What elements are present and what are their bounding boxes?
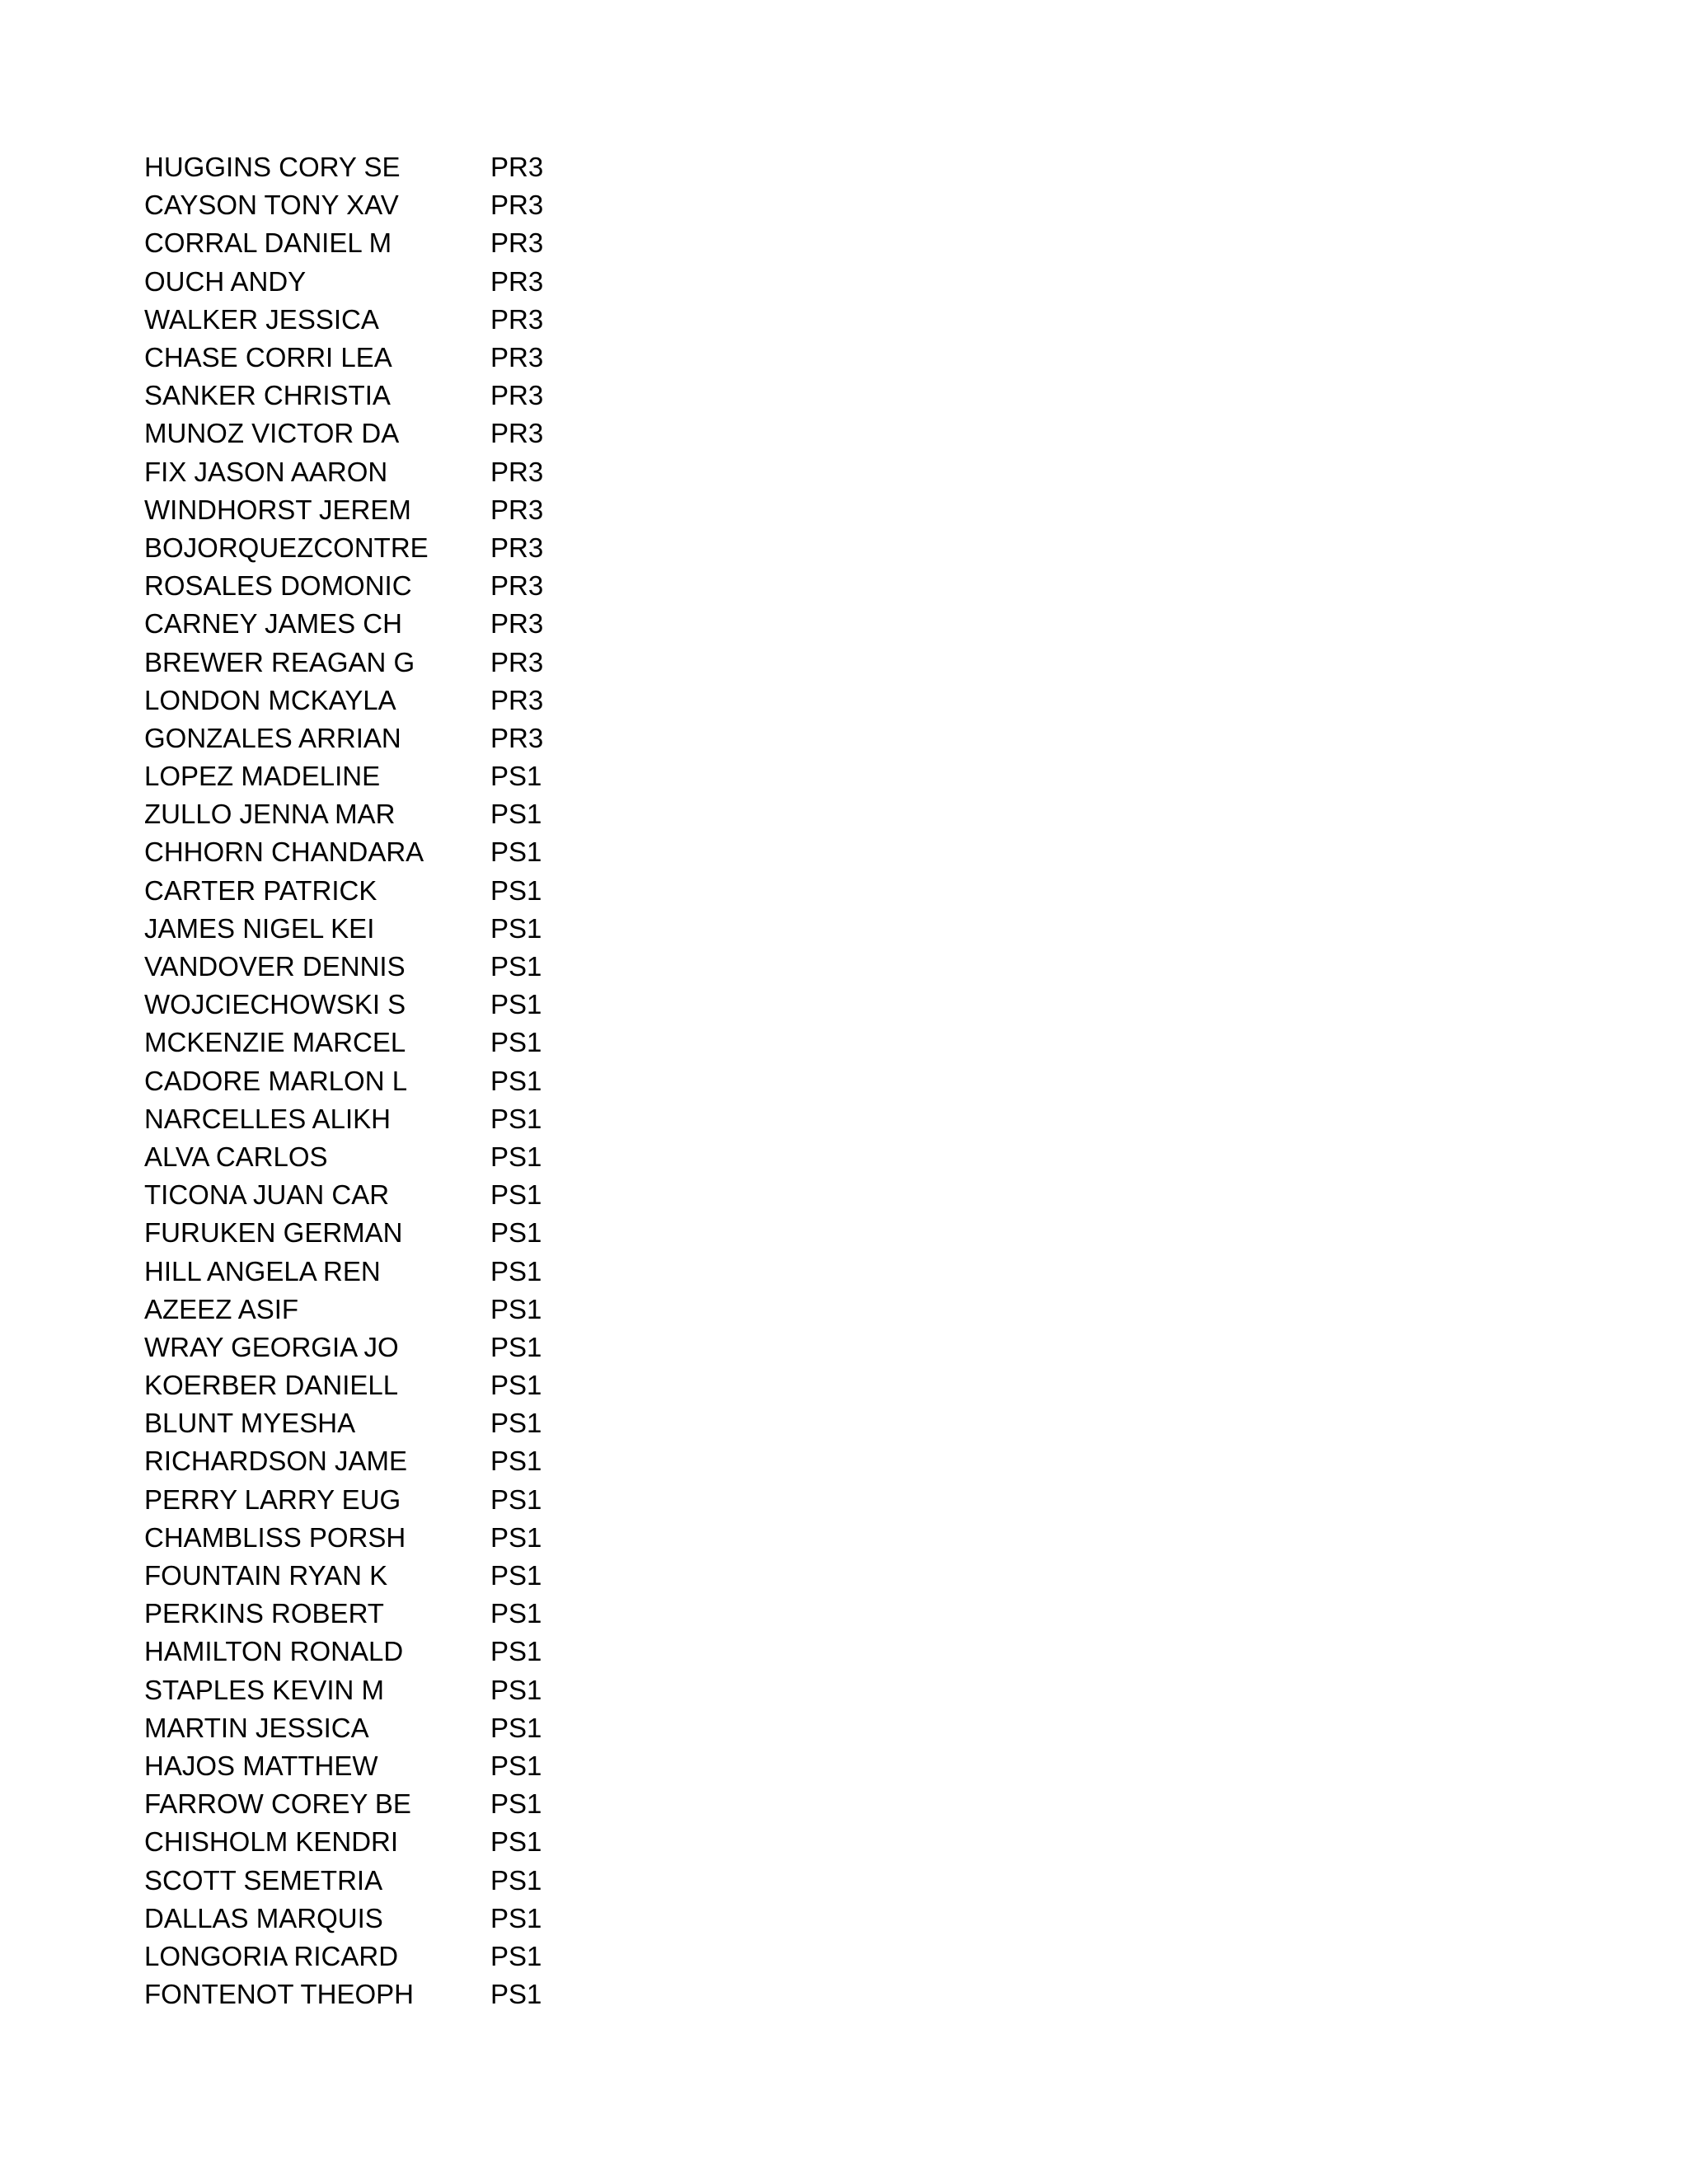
table-row (144, 1062, 639, 1100)
row-name: BOJORQUEZCONTRE (144, 532, 429, 563)
row-name: CAYSON TONY XAV (144, 190, 399, 221)
row-name: CHHORN CHANDARA (144, 837, 424, 868)
row-code: PR3 (490, 494, 544, 525)
table-row (144, 1366, 639, 1404)
row-code: PR3 (490, 190, 544, 221)
table-row (144, 795, 639, 833)
row-name: ALVA CARLOS (144, 1141, 328, 1172)
table-row (144, 186, 639, 224)
table-row (144, 1975, 639, 2013)
row-code: PR3 (490, 342, 544, 373)
table-row (144, 1176, 639, 1214)
table-row (144, 682, 639, 719)
table-row (144, 1519, 639, 1557)
row-name: HAMILTON RONALD (144, 1636, 404, 1667)
table-row (144, 1823, 639, 1861)
row-name: CORRAL DANIEL M (144, 227, 392, 259)
row-code: PS1 (490, 1293, 542, 1324)
row-code: PR3 (490, 684, 544, 715)
row-code: PS1 (490, 1712, 542, 1743)
row-name: FIX JASON AARON (144, 456, 388, 487)
table-row (144, 1671, 639, 1709)
row-name: OUCH ANDY (144, 265, 307, 297)
row-code: PR3 (490, 152, 544, 183)
table-row (144, 1100, 639, 1138)
row-code: PR3 (490, 380, 544, 411)
row-name: CHASE CORRI LEA (144, 342, 392, 373)
row-code: PS1 (490, 989, 542, 1020)
row-name: GONZALES ARRIAN (144, 722, 401, 753)
row-code: PS1 (490, 912, 542, 944)
table-row (144, 301, 639, 339)
row-code: PS1 (490, 951, 542, 982)
table-row (144, 1861, 639, 1899)
row-name: AZEEZ ASIF (144, 1293, 299, 1324)
row-name: ROSALES DOMONIC (144, 570, 412, 602)
row-code: PR3 (490, 532, 544, 563)
row-code: PR3 (490, 418, 544, 449)
row-code: PS1 (490, 1560, 542, 1591)
row-name: PERRY LARRY EUG (144, 1483, 401, 1515)
row-code: PS1 (490, 1408, 542, 1439)
row-name: RICHARDSON JAME (144, 1446, 408, 1477)
row-code: PR3 (490, 456, 544, 487)
row-name: SCOTT SEMETRIA (144, 1864, 383, 1896)
row-name: HAJOS MATTHEW (144, 1750, 378, 1781)
row-code: PS1 (490, 1864, 542, 1896)
table-row (144, 833, 639, 871)
row-code: PS1 (490, 1826, 542, 1858)
row-code: PS1 (490, 1788, 542, 1820)
row-name: WRAY GEORGIA JO (144, 1331, 399, 1362)
row-name: HILL ANGELA REN (144, 1255, 381, 1286)
table-row (144, 1900, 639, 1938)
row-name: FOUNTAIN RYAN K (144, 1560, 388, 1591)
row-code: PS1 (490, 1179, 542, 1211)
row-code: PR3 (490, 265, 544, 297)
row-name: PERKINS ROBERT (144, 1598, 384, 1629)
table-row (144, 1557, 639, 1595)
row-name: JAMES NIGEL KEI (144, 912, 375, 944)
table-row (144, 1252, 639, 1290)
row-code: PS1 (490, 1598, 542, 1629)
row-code: PR3 (490, 570, 544, 602)
table-row (144, 1595, 639, 1633)
row-name: CADORE MARLON L (144, 1065, 408, 1096)
row-code: PS1 (490, 1940, 542, 1971)
table-row (144, 263, 639, 301)
row-name: DALLAS MARQUIS (144, 1902, 383, 1933)
table-row (144, 453, 639, 491)
row-name: SANKER CHRISTIA (144, 380, 391, 411)
row-name: LOPEZ MADELINE (144, 761, 381, 792)
table-row (144, 1214, 639, 1252)
row-name: BREWER REAGAN G (144, 646, 415, 677)
row-name: LONGORIA RICARD (144, 1940, 399, 1971)
table-row (144, 1291, 639, 1329)
row-code: PR3 (490, 646, 544, 677)
roster-list (144, 148, 639, 2013)
row-name: NARCELLES ALIKH (144, 1103, 391, 1134)
table-row (144, 1747, 639, 1785)
row-name: BLUNT MYESHA (144, 1408, 356, 1439)
table-row (144, 1709, 639, 1747)
row-name: MCKENZIE MARCEL (144, 1027, 406, 1058)
table-row (144, 643, 639, 681)
row-code: PR3 (490, 722, 544, 753)
table-row (144, 1481, 639, 1519)
table-row (144, 224, 639, 262)
table-row (144, 491, 639, 529)
row-name: WOJCIECHOWSKI S (144, 989, 406, 1020)
row-code: PS1 (490, 799, 542, 830)
table-row (144, 415, 639, 452)
row-code: PR3 (490, 608, 544, 640)
row-code: PS1 (490, 1750, 542, 1781)
row-code: PS1 (490, 1103, 542, 1134)
table-row (144, 1024, 639, 1062)
row-code: PS1 (490, 1370, 542, 1401)
row-code: PS1 (490, 761, 542, 792)
table-row (144, 1785, 639, 1823)
row-name: WINDHORST JEREM (144, 494, 411, 525)
row-name: FONTENOT THEOPH (144, 1979, 414, 2010)
row-code: PS1 (490, 1331, 542, 1362)
row-code: PR3 (490, 227, 544, 259)
row-name: MARTIN JESSICA (144, 1712, 369, 1743)
table-row (144, 1404, 639, 1442)
row-name: CHISHOLM KENDRI (144, 1826, 399, 1858)
row-code: PS1 (490, 1255, 542, 1286)
table-row (144, 529, 639, 567)
row-code: PS1 (490, 1141, 542, 1172)
table-row (144, 719, 639, 757)
table-row (144, 1138, 639, 1176)
table-row (144, 910, 639, 948)
table-row (144, 757, 639, 795)
table-row (144, 1329, 639, 1366)
row-code: PS1 (490, 837, 542, 868)
row-code: PS1 (490, 1217, 542, 1249)
row-name: TICONA JUAN CAR (144, 1179, 390, 1211)
row-name: VANDOVER DENNIS (144, 951, 406, 982)
table-row (144, 148, 639, 186)
row-code: PS1 (490, 1446, 542, 1477)
row-code: PS1 (490, 1027, 542, 1058)
row-name: CHAMBLISS PORSH (144, 1521, 406, 1553)
row-name: HUGGINS CORY SE (144, 152, 401, 183)
row-code: PS1 (490, 1979, 542, 2010)
table-row (144, 605, 639, 643)
row-code: PR3 (490, 303, 544, 335)
row-name: MUNOZ VICTOR DA (144, 418, 400, 449)
table-row (144, 948, 639, 986)
row-name: CARTER PATRICK (144, 874, 377, 906)
row-name: CARNEY JAMES CH (144, 608, 402, 640)
row-code: PS1 (490, 1521, 542, 1553)
table-row (144, 377, 639, 415)
table-row (144, 1938, 639, 1975)
row-code: PS1 (490, 1902, 542, 1933)
row-name: ZULLO JENNA MAR (144, 799, 396, 830)
table-row (144, 339, 639, 377)
table-row (144, 567, 639, 605)
row-code: PS1 (490, 1483, 542, 1515)
row-name: STAPLES KEVIN M (144, 1674, 384, 1705)
row-code: PS1 (490, 874, 542, 906)
table-row (144, 1633, 639, 1671)
row-name: FURUKEN GERMAN (144, 1217, 403, 1249)
row-name: LONDON MCKAYLA (144, 684, 396, 715)
row-name: KOERBER DANIELL (144, 1370, 399, 1401)
row-name: WALKER JESSICA (144, 303, 379, 335)
row-code: PS1 (490, 1674, 542, 1705)
table-row (144, 872, 639, 910)
row-code: PS1 (490, 1636, 542, 1667)
table-row (144, 986, 639, 1024)
table-row (144, 1442, 639, 1480)
row-name: FARROW COREY BE (144, 1788, 411, 1820)
row-code: PS1 (490, 1065, 542, 1096)
